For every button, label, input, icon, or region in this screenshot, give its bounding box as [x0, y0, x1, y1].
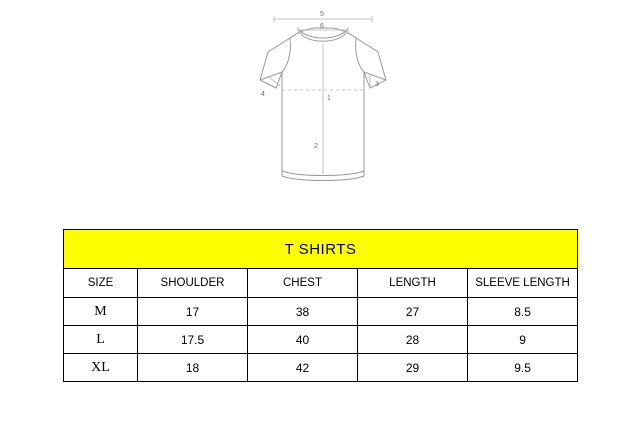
cell-size: XL — [64, 354, 138, 382]
column-header-shoulder: SHOULDER — [138, 269, 248, 298]
column-header-length: LENGTH — [358, 269, 468, 298]
table-title: T SHIRTS — [64, 230, 578, 269]
column-header-sleeve-length: SLEEVE LENGTH — [468, 269, 578, 298]
cell-size: L — [64, 326, 138, 354]
cell-length: 27 — [358, 298, 468, 326]
table-row — [64, 326, 578, 354]
table-row — [64, 298, 578, 326]
table-row — [64, 354, 578, 382]
cell-shoulder: 17.5 — [138, 326, 248, 354]
cell-sleeve-length: 8.5 — [468, 298, 578, 326]
cell-size: M — [64, 298, 138, 326]
cell-sleeve-length: 9.5 — [468, 354, 578, 382]
cell-chest: 40 — [248, 326, 358, 354]
cell-length: 29 — [358, 354, 468, 382]
diagram-label-sleeve-left: 4 — [261, 91, 265, 98]
table-header-row — [64, 269, 578, 298]
cell-sleeve-length: 9 — [468, 326, 578, 354]
diagram-label-top-inner: 6 — [320, 23, 324, 30]
cell-shoulder: 18 — [138, 354, 248, 382]
diagram-label-top-outer: 5 — [320, 11, 324, 18]
cell-shoulder: 17 — [138, 298, 248, 326]
size-chart-table — [63, 229, 578, 382]
table-title-row — [64, 230, 578, 269]
cell-length: 28 — [358, 326, 468, 354]
cell-chest: 42 — [248, 354, 358, 382]
diagram-label-lower-vertical: 2 — [314, 143, 318, 150]
diagram-label-center-vertical: 1 — [327, 95, 331, 102]
t-shirt-measurement-diagram — [228, 8, 418, 208]
cell-chest: 38 — [248, 298, 358, 326]
diagram-label-sleeve-right: 3 — [375, 81, 379, 88]
column-header-chest: CHEST — [248, 269, 358, 298]
column-header-size: SIZE — [64, 269, 138, 298]
